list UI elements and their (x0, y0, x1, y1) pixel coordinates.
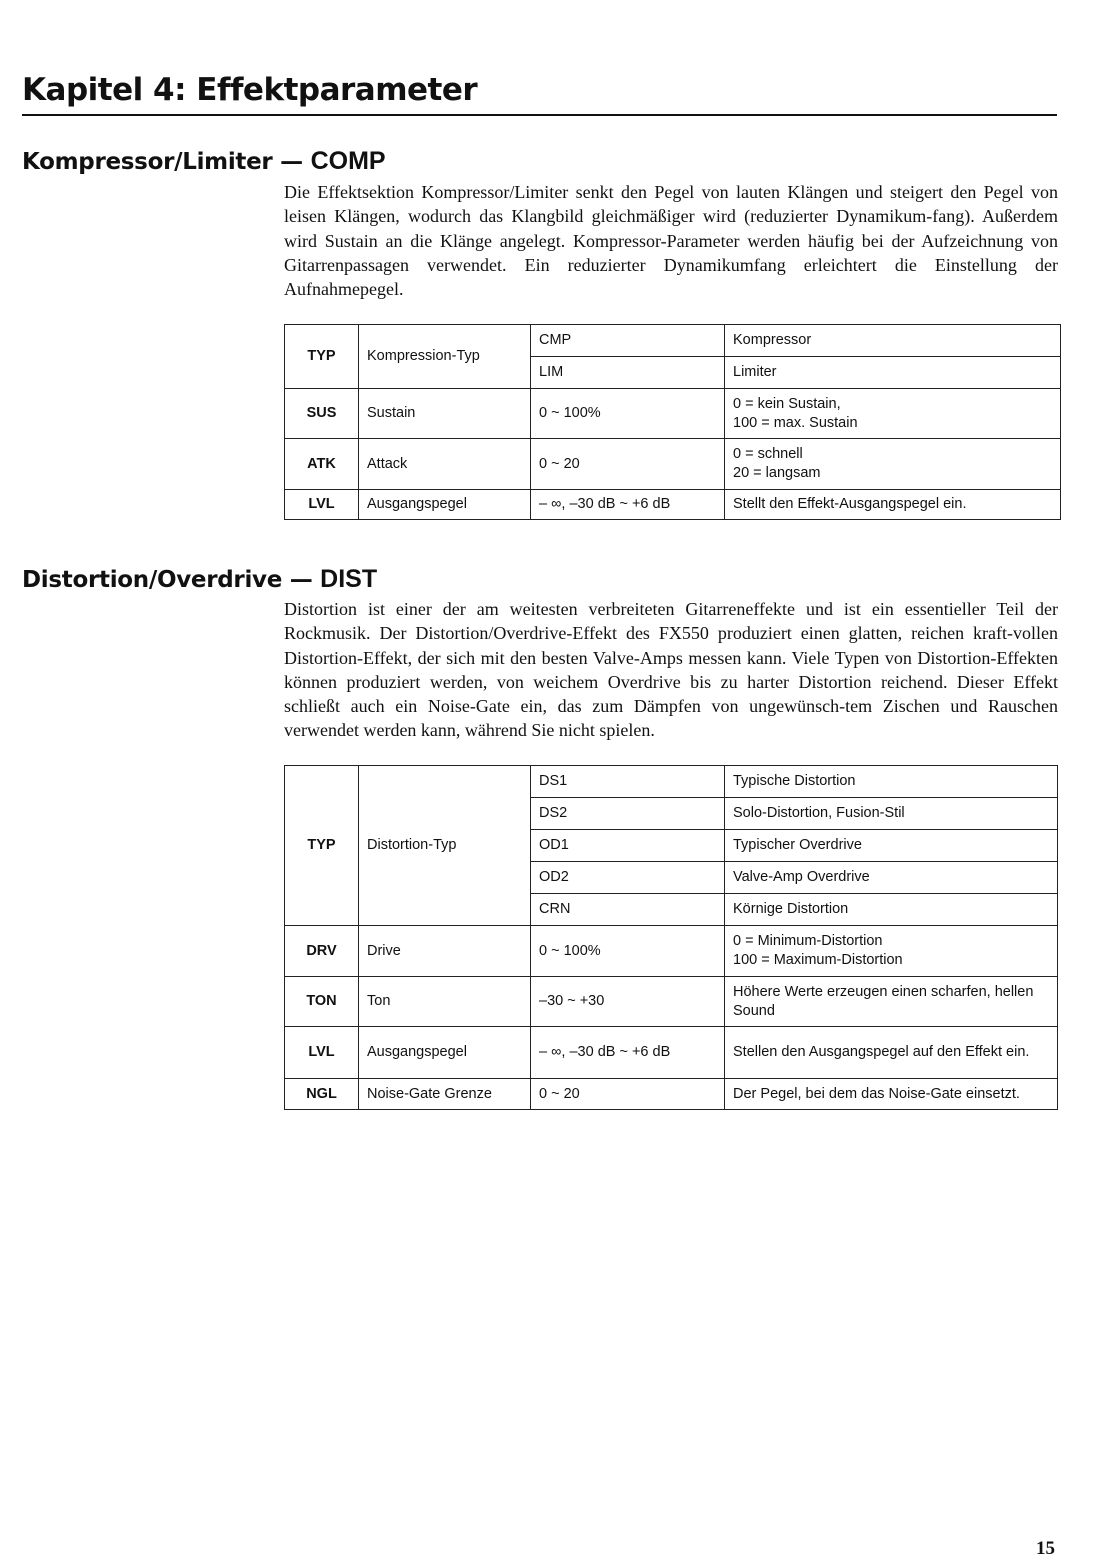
param-abbr: SUS (285, 389, 359, 439)
param-description: Typische Distortion (725, 766, 1058, 798)
param-abbr: TYP (285, 325, 359, 389)
param-name: Ton (359, 977, 531, 1027)
param-range: – ∞, –30 dB ~ +6 dB (531, 490, 725, 520)
param-description: Limiter (725, 357, 1061, 389)
param-description: Typischer Overdrive (725, 830, 1058, 862)
param-abbr: LVL (285, 490, 359, 520)
param-description: 0 = kein Sustain, 100 = max. Sustain (725, 389, 1061, 439)
param-range: 0 ~ 100% (531, 389, 725, 439)
chapter-title: Kapitel 4: Effektparameter (22, 72, 478, 108)
section-body-dist: Distortion ist einer der am weitesten verbreiteten Gitarreneffekte und ist ein essentieller Teil der Rockmusik. Der Distortion/Overdrive-Effekt des FX550 produziert einen glatten, reichen kraft-vollen Distortion-Effekt, der sich mit den besten Valve-Amps messen kann. Viele Typen von Distortion-Effekten können produziert werden, von weichem Overdrive bis zu harter Distortion reichend. Dieser Effekt schließt auch ein Noise-Gate ein, das zum Dämpfen von ungewünsch-tem Zischen und Rauschen verwendet werden kann, während Sie nicht spielen. (284, 599, 1058, 741)
section-title-dist (22, 565, 377, 594)
param-name: Kompression-Typ (359, 325, 531, 389)
section-code: DIST (320, 565, 378, 593)
param-value: OD2 (531, 862, 725, 894)
section-title-text: Distortion/Overdrive — (22, 567, 321, 593)
param-abbr: LVL (285, 1027, 359, 1079)
param-name: Sustain (359, 389, 531, 439)
param-range: – ∞, –30 dB ~ +6 dB (531, 1027, 725, 1079)
param-name: Drive (359, 926, 531, 977)
section-code: COMP (310, 147, 386, 175)
param-range: 0 ~ 20 (531, 1079, 725, 1110)
param-value: CRN (531, 894, 725, 926)
param-abbr: DRV (285, 926, 359, 977)
page-number: 15 (1036, 1538, 1055, 1559)
comp-parameter-table (284, 324, 1061, 520)
param-name: Attack (359, 439, 531, 490)
section-body-comp: Die Effektsektion Kompressor/Limiter senkt den Pegel von lauten Klängen und steigert den Pegel von leisen Klängen, wodurch das Klangbild gleichmäßiger wird (reduzierter Dynamikum-fang). Außerdem wird Sustain an die Klänge angelegt. Kompressor-Parameter werden häufig bei der Aufzeichnung von Gitarrenpassagen verwendet. Ein reduzierter Dynamikumfang erleichtert die Einstellung der Aufnahmepegel. (284, 182, 1058, 300)
param-description: Der Pegel, bei dem das Noise-Gate einsetzt. (725, 1079, 1058, 1110)
param-range: 0 ~ 20 (531, 439, 725, 490)
param-value: DS2 (531, 798, 725, 830)
param-abbr: TYP (285, 766, 359, 926)
param-description: Valve-Amp Overdrive (725, 862, 1058, 894)
table-row (285, 439, 1061, 490)
param-value: CMP (531, 325, 725, 357)
param-description: Höhere Werte erzeugen einen scharfen, hellen Sound (725, 977, 1058, 1027)
param-name: Distortion-Typ (359, 766, 531, 926)
parameter-table-body (285, 766, 1058, 1110)
table-row (285, 490, 1061, 520)
param-abbr: NGL (285, 1079, 359, 1110)
param-description: Kompressor (725, 325, 1061, 357)
param-value: OD1 (531, 830, 725, 862)
param-range: –30 ~ +30 (531, 977, 725, 1027)
param-description: Solo-Distortion, Fusion-Stil (725, 798, 1058, 830)
chapter-title-rule (22, 114, 1057, 116)
param-description: Körnige Distortion (725, 894, 1058, 926)
section-title-comp (22, 147, 386, 176)
dist-parameter-table (284, 765, 1058, 1110)
table-row (285, 977, 1058, 1027)
table-row (285, 1079, 1058, 1110)
param-range: 0 ~ 100% (531, 926, 725, 977)
param-abbr: TON (285, 977, 359, 1027)
table-row (285, 325, 1061, 357)
param-abbr: ATK (285, 439, 359, 490)
table-row (285, 1027, 1058, 1079)
param-description: Stellen den Ausgangspegel auf den Effekt ein. (725, 1027, 1058, 1079)
param-name: Ausgangspegel (359, 1027, 531, 1079)
param-name: Noise-Gate Grenze (359, 1079, 531, 1110)
table-row (285, 766, 1058, 798)
param-description: 0 = Minimum-Distortion 100 = Maximum-Distortion (725, 926, 1058, 977)
param-value: LIM (531, 357, 725, 389)
param-name: Ausgangspegel (359, 490, 531, 520)
section-title-text: Kompressor/Limiter — (22, 149, 311, 175)
table-row (285, 389, 1061, 439)
parameter-table-body (285, 325, 1061, 520)
param-description: Stellt den Effekt-Ausgangspegel ein. (725, 490, 1061, 520)
param-description: 0 = schnell 20 = langsam (725, 439, 1061, 490)
table-row (285, 926, 1058, 977)
param-value: DS1 (531, 766, 725, 798)
